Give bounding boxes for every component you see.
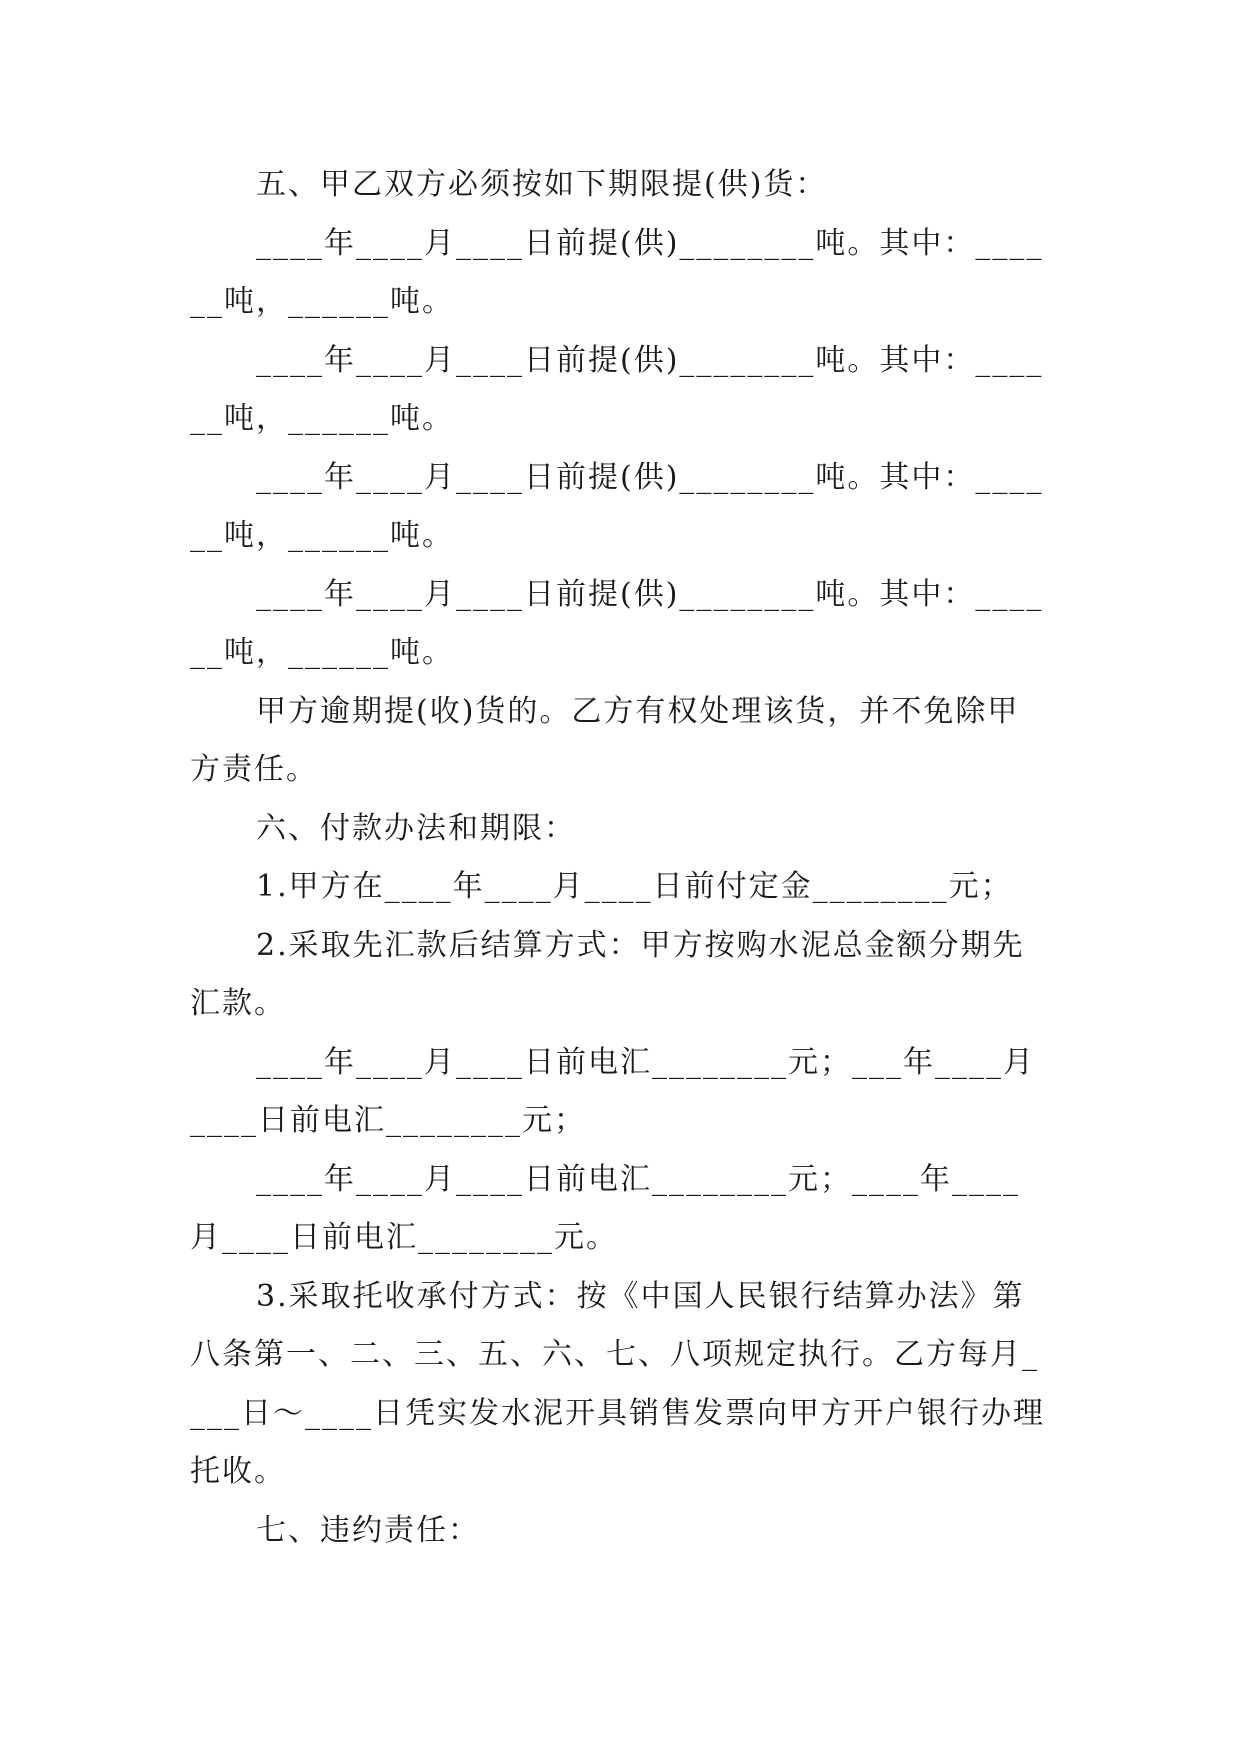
delivery-schedule-line-2: ____年____月____日前提(供)________吨。其中：______吨，______吨。 xyxy=(190,342,1044,436)
delivery-schedule-line-4: ____年____月____日前提(供)________吨。其中：______吨，______吨。 xyxy=(190,576,1044,670)
prepayment-clause: 2.采取先汇款后结算方式：甲方按购水泥总金额分期先汇款。 xyxy=(190,927,1025,1021)
delivery-schedule-line-1: ____年____月____日前提(供)________吨。其中：______吨，______吨。 xyxy=(190,225,1044,319)
section-5-heading: 五、甲乙双方必须按如下期限提(供)货： xyxy=(256,167,828,202)
collection-clause: 3.采取托收承付方式：按《中国人民银行结算办法》第八条第一、二、三、五、六、七、八项规定执行。乙方每月____日～____日凭实发水泥开具销售发票向甲方开户银行办理托收。 xyxy=(190,1278,1045,1489)
late-pickup-clause: 甲方逾期提(收)货的。乙方有权处理该货，并不免除甲方责任。 xyxy=(190,693,1020,787)
wire-transfer-line-1: ____年____月____日前电汇________元；___年____月____日前电汇________元； xyxy=(190,1044,1035,1138)
deposit-clause: 1.甲方在____年____月____日前付定金________元； xyxy=(256,869,1013,904)
document-body xyxy=(190,156,1050,1560)
section-7-heading: 七、违约责任： xyxy=(256,1512,480,1548)
delivery-schedule-line-3: ____年____月____日前提(供)________吨。其中：______吨，______吨。 xyxy=(190,459,1044,553)
section-6-heading: 六、付款办法和期限： xyxy=(256,810,576,846)
wire-transfer-line-2: ____年____月____日前电汇________元；____年____月____日前电汇________元。 xyxy=(190,1161,1020,1255)
